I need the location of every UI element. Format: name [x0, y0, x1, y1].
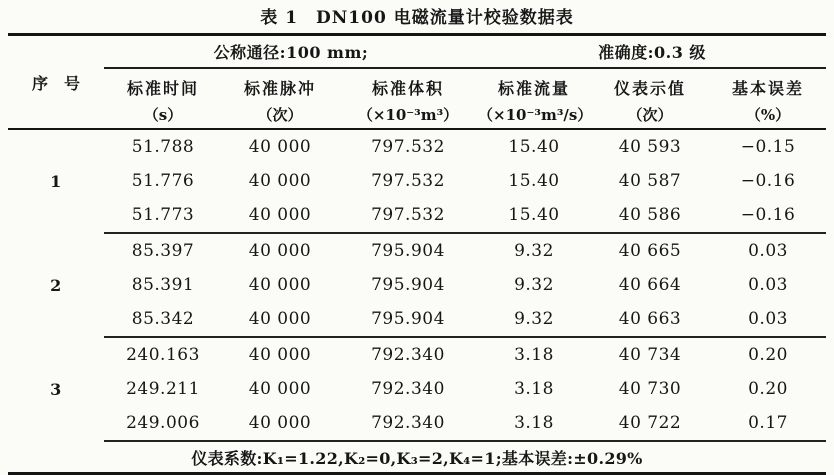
cell-standard-flow: 9.32 — [514, 275, 554, 295]
cell-basic-error: −0.15 — [740, 137, 796, 157]
cell-meter-indication: 40 722 — [590, 406, 710, 441]
cell-standard-flow: 3.18 — [478, 406, 590, 441]
cell-standard-pulse: 40 000 — [248, 275, 312, 295]
cell-standard-volume: 792.340 — [371, 345, 445, 365]
cell-basic-error: 0.03 — [710, 302, 826, 337]
cell-standard-flow: 3.18 — [514, 379, 554, 399]
cell-standard-volume: 797.532 — [338, 198, 478, 233]
cell-meter-indication: 40 734 — [618, 345, 682, 365]
cell-standard-time: 51.788 — [131, 137, 195, 157]
table-row — [8, 406, 826, 441]
col-header-meter-indication: 仪表示值 — [614, 79, 687, 98]
group-2 — [8, 233, 826, 337]
cell-standard-volume: 792.340 — [371, 379, 445, 399]
table-row — [8, 302, 826, 337]
group-seq: 1 — [50, 172, 62, 191]
cell-standard-flow: 3.18 — [514, 345, 554, 365]
cell-standard-time: 85.391 — [131, 275, 195, 295]
cell-standard-pulse: 40 000 — [222, 406, 338, 441]
group-1 — [8, 129, 826, 233]
cell-standard-volume: 795.904 — [371, 275, 445, 295]
cell-standard-volume: 797.532 — [371, 137, 445, 157]
cell-basic-error: 0.03 — [748, 275, 788, 295]
cell-standard-pulse: 40 000 — [222, 198, 338, 233]
cell-standard-time: 249.006 — [104, 406, 222, 441]
unit-standard-flow: （×10⁻³m³/s） — [478, 101, 590, 129]
accuracy-label: 准确度:0.3 级 — [478, 35, 826, 69]
col-header-basic-error: 基本误差 — [732, 79, 805, 98]
group-seq: 2 — [50, 275, 62, 295]
cell-standard-flow: 15.40 — [478, 198, 590, 233]
table-row — [8, 372, 826, 406]
cell-standard-time: 85.342 — [104, 302, 222, 337]
cell-standard-pulse: 40 000 — [248, 379, 312, 399]
unit-meter-indication: （次） — [590, 101, 710, 129]
group-3 — [8, 337, 826, 441]
cell-standard-time: 249.211 — [126, 379, 200, 399]
cell-meter-indication: 40 587 — [618, 171, 682, 191]
cell-meter-indication: 40 593 — [618, 137, 682, 157]
column-name-row — [8, 68, 826, 101]
cell-standard-volume: 797.532 — [371, 171, 445, 191]
cell-basic-error: 0.20 — [748, 345, 788, 365]
unit-standard-time: （s） — [104, 101, 222, 129]
cell-standard-flow: 15.40 — [508, 137, 560, 157]
unit-basic-error: （%） — [710, 101, 826, 129]
cell-standard-time: 51.773 — [104, 198, 222, 233]
group-seq: 3 — [50, 379, 62, 399]
nominal-diameter-label: 公称通径:100 mm; — [104, 35, 478, 69]
cell-standard-pulse: 40 000 — [248, 241, 312, 261]
seq-column-header: 序 号 — [8, 35, 104, 130]
cell-standard-flow: 9.32 — [514, 241, 554, 261]
cell-standard-flow: 9.32 — [478, 302, 590, 337]
cell-basic-error: 0.17 — [710, 406, 826, 441]
col-header-standard-flow: 标准流量 — [498, 79, 571, 98]
col-header-standard-time: 标准时间 — [126, 79, 199, 98]
table-row — [8, 129, 826, 164]
calibration-data-table — [8, 33, 826, 475]
table-row — [8, 198, 826, 233]
cell-basic-error: −0.16 — [710, 198, 826, 233]
table-row — [8, 337, 826, 372]
table-title: 表 1 DN100 电磁流量计校验数据表 — [260, 8, 574, 28]
col-header-standard-pulse: 标准脉冲 — [243, 79, 316, 98]
cell-standard-pulse: 40 000 — [222, 302, 338, 337]
cell-meter-indication: 40 663 — [590, 302, 710, 337]
col-header-standard-volume: 标准体积 — [372, 79, 445, 98]
cell-standard-pulse: 40 000 — [248, 345, 312, 365]
table-row — [8, 164, 826, 198]
cell-standard-time: 240.163 — [126, 345, 200, 365]
cell-standard-time: 51.776 — [131, 171, 195, 191]
unit-standard-pulse: （次） — [222, 101, 338, 129]
footer-row — [8, 441, 826, 474]
column-unit-row — [8, 101, 826, 129]
meter-coefficients-note: 仪表系数:K₁=1.22,K₂=0,K₃=2,K₄=1;基本误差:±0.29% — [191, 448, 643, 468]
cell-basic-error: 0.03 — [748, 241, 788, 261]
cell-meter-indication: 40 664 — [618, 275, 682, 295]
cell-standard-volume: 795.904 — [371, 241, 445, 261]
unit-standard-volume: （×10⁻³m³） — [338, 101, 478, 129]
cell-meter-indication: 40 730 — [618, 379, 682, 399]
cell-meter-indication: 40 665 — [618, 241, 682, 261]
table-row — [8, 268, 826, 302]
cell-standard-flow: 15.40 — [508, 171, 560, 191]
meta-row — [8, 35, 826, 69]
cell-standard-time: 85.397 — [131, 241, 195, 261]
cell-standard-volume: 795.904 — [338, 302, 478, 337]
cell-basic-error: 0.20 — [748, 379, 788, 399]
cell-basic-error: −0.16 — [740, 171, 796, 191]
table-row — [8, 233, 826, 268]
cell-standard-volume: 792.340 — [338, 406, 478, 441]
cell-meter-indication: 40 586 — [590, 198, 710, 233]
cell-standard-pulse: 40 000 — [248, 137, 312, 157]
cell-standard-pulse: 40 000 — [248, 171, 312, 191]
